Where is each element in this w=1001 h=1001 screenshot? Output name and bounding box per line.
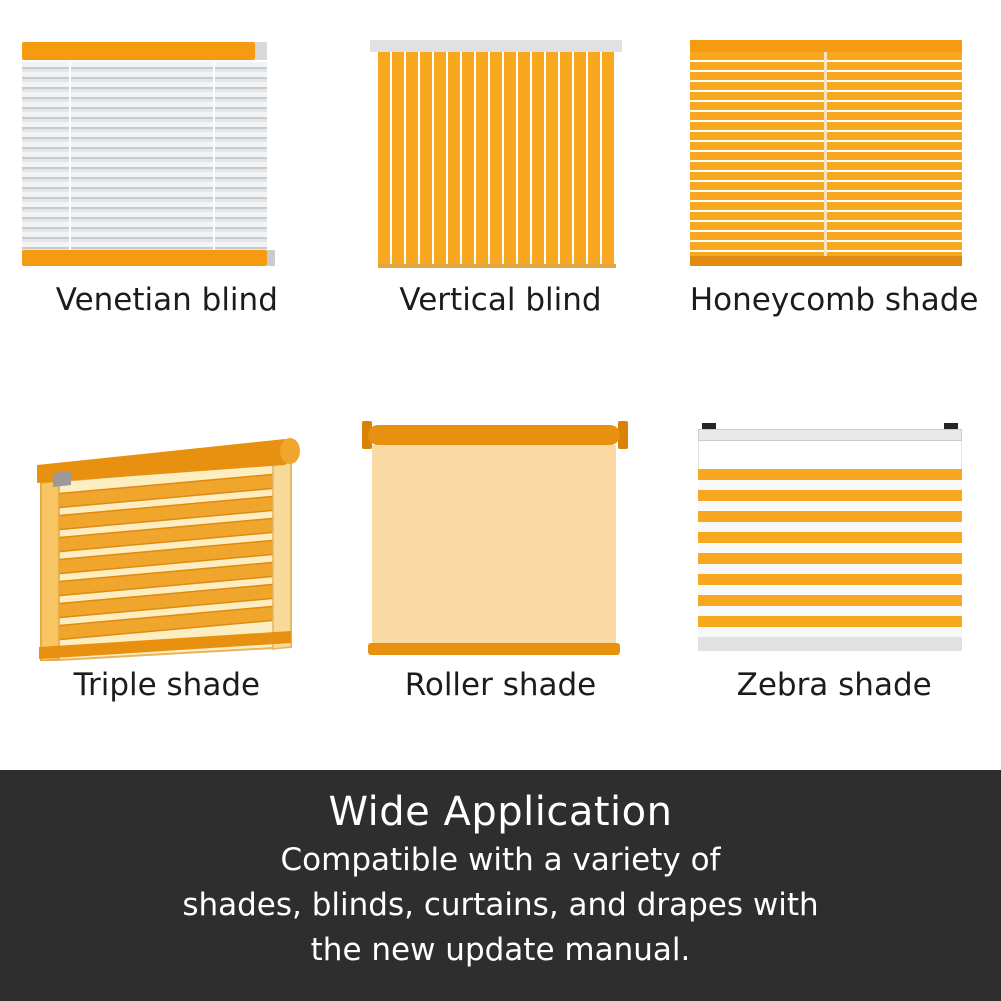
honeycomb-shade-illustration — [684, 18, 984, 276]
venetian-blind-illustration — [17, 18, 317, 276]
triple-shade-illustration — [17, 403, 317, 661]
product-label-venetian-blind: Venetian blind — [55, 282, 278, 318]
vertical-vane-bottom-edge — [378, 264, 616, 268]
vertical-headrail-track — [370, 40, 622, 52]
zebra-bottom-rail — [698, 637, 962, 651]
honeycomb-headrail — [690, 40, 962, 52]
product-cell-honeycomb-shade — [667, 0, 1001, 385]
banner-line-3: the new update manual. — [310, 932, 691, 968]
vertical-blind-illustration — [350, 18, 650, 276]
product-cell-vertical-blind — [334, 0, 668, 385]
zebra-stripes — [698, 469, 962, 637]
product-cell-venetian-blind — [0, 0, 334, 385]
wide-application-banner — [0, 770, 1001, 1001]
product-label-roller-shade: Roller shade — [404, 667, 597, 703]
product-label-vertical-blind: Vertical blind — [399, 282, 602, 318]
product-label-honeycomb-shade: Honeycomb shade — [689, 282, 979, 318]
vertical-vanes — [378, 52, 616, 264]
honeycomb-center-cord — [824, 52, 827, 256]
zebra-sheer-top — [698, 441, 962, 469]
roller-tube — [368, 425, 620, 445]
roller-shade-illustration — [350, 403, 650, 661]
venetian-ladder-cord-right — [213, 62, 215, 250]
venetian-headrail — [22, 42, 255, 60]
venetian-headrail-cap — [255, 42, 267, 60]
venetian-slats — [22, 62, 267, 250]
roller-hem-bar — [368, 643, 620, 655]
product-cell-roller-shade — [334, 385, 668, 770]
product-cell-zebra-shade — [667, 385, 1001, 770]
banner-line-2: shades, blinds, curtains, and drapes with — [182, 887, 819, 923]
banner-line-1: Compatible with a variety of — [280, 842, 721, 878]
roller-fabric — [372, 445, 616, 643]
venetian-ladder-cord-left — [69, 62, 71, 250]
venetian-bottom-cap — [267, 250, 275, 266]
product-label-triple-shade: Triple shade — [73, 667, 261, 703]
triple-shade-svg — [23, 421, 309, 661]
venetian-bottom-rail — [22, 250, 267, 266]
banner-title: Wide Application — [328, 789, 673, 835]
honeycomb-bottom-rail — [690, 256, 962, 266]
product-cell-triple-shade — [0, 385, 334, 770]
product-label-zebra-shade: Zebra shade — [736, 667, 932, 703]
zebra-shade-illustration — [684, 403, 984, 661]
zebra-headrail — [698, 429, 962, 441]
